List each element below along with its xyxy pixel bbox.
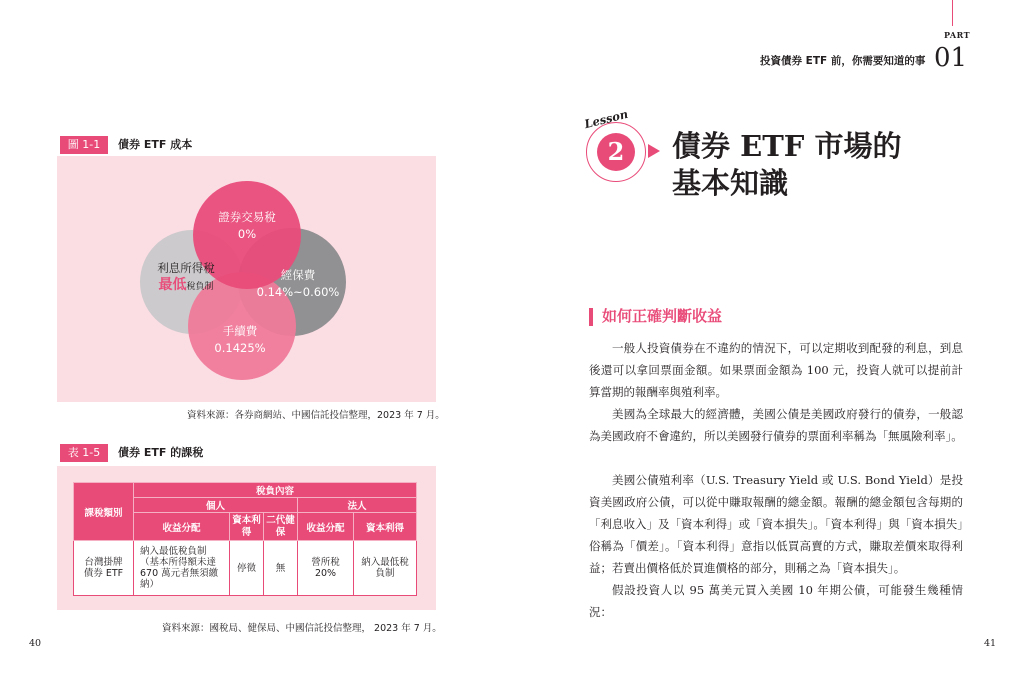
header-capital-gain: 資本利得 bbox=[230, 513, 264, 541]
paragraph-2: 美國為全球最大的經濟體，美國公債是美國政府發行的債券，一般認為美國政府不會違約，所以美國發行債券的票面利率稱為「無風險利率」。 bbox=[589, 407, 963, 443]
header-tax-content: 稅負內容 bbox=[134, 483, 417, 498]
header-category: 課稅類別 bbox=[74, 483, 134, 541]
paragraph-4: 假設投資人以 95 萬美元買入美國 10 年期公債，可能發生幾種情況： bbox=[589, 583, 963, 619]
header-corp-income-distribution: 收益分配 bbox=[298, 513, 354, 541]
header-corporate: 法人 bbox=[298, 498, 417, 513]
page-number-right: 41 bbox=[984, 638, 997, 649]
page-number-left: 40 bbox=[29, 638, 42, 649]
table-row bbox=[74, 541, 417, 596]
income-tax-highlight: 最低 bbox=[158, 277, 187, 293]
figure-title: 債券 ETF 成本 bbox=[118, 138, 193, 151]
lesson-title-line1: 債券 ETF 市場的 bbox=[672, 129, 902, 163]
section-bar bbox=[589, 308, 593, 326]
handling-fee-name: 手續費 bbox=[222, 324, 258, 338]
securities-tax-value: 0% bbox=[237, 227, 257, 241]
securities-tax-text bbox=[213, 209, 281, 243]
table-source: 資料來源：國稅局、健保局、中國信託投信整理， 2023 年 7 月。 bbox=[162, 623, 442, 634]
management-fee-text bbox=[254, 267, 342, 301]
cell-corp-capital-gain: 納入最低稅負制 bbox=[354, 541, 417, 596]
lesson-word: Lesson bbox=[582, 106, 630, 132]
part-label: PART bbox=[944, 30, 971, 40]
cell-nhi-supplement: 無 bbox=[264, 541, 298, 596]
table-label: 表 1-5 bbox=[60, 444, 108, 462]
header-nhi-supplement: 二代健保 bbox=[264, 513, 298, 541]
cell-corp-income-distribution: 營所稅 20% bbox=[298, 541, 354, 596]
management-fee-name: 經保費 bbox=[280, 268, 316, 282]
lesson-title-line2: 基本知識 bbox=[672, 166, 789, 200]
header-corp-capital-gain: 資本利得 bbox=[354, 513, 417, 541]
handling-fee-text bbox=[205, 323, 275, 357]
lesson-arrow-icon bbox=[648, 144, 660, 158]
section-title: 如何正確判斷收益 bbox=[602, 307, 723, 325]
cell-category: 台灣掛牌債券 ETF bbox=[74, 541, 134, 596]
cell-income-distribution: 納入最低稅負制（基本所得額未達 670 萬元者無須繳納） bbox=[134, 541, 230, 596]
figure-source: 資料來源：各券商網站、中國信託投信整理，2023 年 7 月。 bbox=[187, 410, 445, 421]
securities-tax-name: 證券交易稅 bbox=[218, 210, 276, 224]
table-title: 債券 ETF 的課稅 bbox=[118, 446, 204, 459]
header-individual: 個人 bbox=[134, 498, 298, 513]
income-tax-name: 利息所得稅 bbox=[157, 261, 215, 275]
income-tax-text bbox=[148, 260, 224, 296]
tax-table bbox=[73, 482, 417, 596]
header-income-distribution: 收益分配 bbox=[134, 513, 230, 541]
figure-label: 圖 1-1 bbox=[60, 136, 108, 154]
cell-capital-gain: 停徵 bbox=[230, 541, 264, 596]
paragraph-3: 美國公債殖利率（U.S. Treasury Yield 或 U.S. Bond Yield）是投資美國政府公債，可以從中賺取報酬的總金額。報酬的總金額包含每期的「利息收入」及「資本利得」或「資本損失」。「資本利得」與「資本損失」俗稱為「價差」。「資本利得」意指以低買高賣的方式，賺取差價來取得利益；若賣出價格低於買進價格的部分，則稱之為「資本損失」。 bbox=[589, 473, 963, 575]
handling-fee-value: 0.1425% bbox=[214, 341, 266, 355]
part-number: 01 bbox=[934, 43, 968, 73]
header-divider bbox=[952, 0, 953, 26]
lesson-title bbox=[672, 128, 901, 202]
paragraph-1: 一般人投資債券在不違約的情況下，可以定期收到配發的利息，到息後還可以拿回票面金額。如果票面金額為 100 元，投資人就可以提前計算當期的報酬率與殖利率。 bbox=[589, 341, 963, 399]
management-fee-value: 0.14%~0.60% bbox=[256, 285, 340, 299]
lesson-number: 2 bbox=[597, 133, 635, 171]
running-header: 投資債券 ETF 前，你需要知道的事 bbox=[760, 55, 926, 67]
income-tax-note: 稅負制 bbox=[186, 282, 214, 292]
